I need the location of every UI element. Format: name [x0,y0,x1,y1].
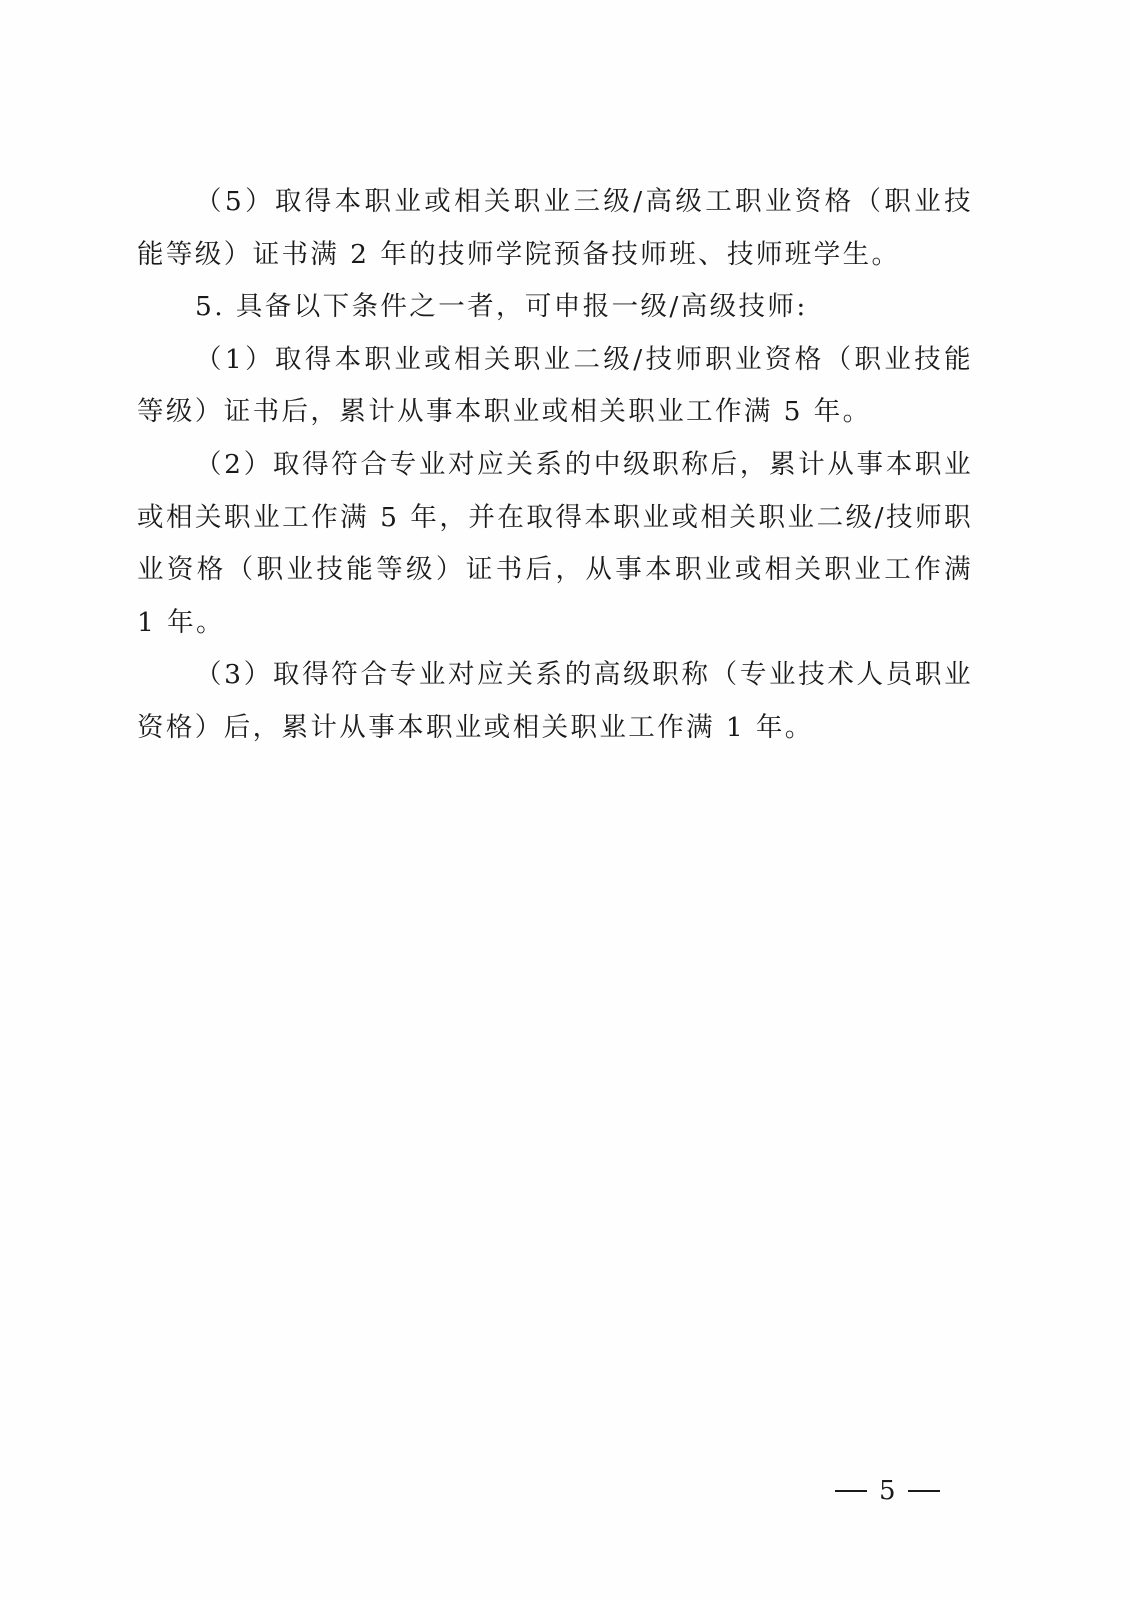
right-dash [908,1490,940,1492]
page-number: 5 [879,1476,896,1506]
left-dash [835,1490,867,1492]
paragraph-condition-2: （2）取得符合专业对应关系的中级职称后，累计从事本职业或相关职业工作满 5 年，并在取得本职业或相关职业二级/技师职业资格（职业技能等级）证书后，从事本职业或相关职业工作满 1 年。 [137,448,973,638]
paragraph-senior-technician-heading: 5. 具备以下条件之一者，可申报一级/高级技师: [195,291,808,323]
paragraph-condition-1: （1）取得本职业或相关职业二级/技师职业资格（职业技能等级）证书后，累计从事本职业或相关职业工作满 5 年。 [137,343,973,428]
page-footer [835,1476,940,1506]
document-body [137,176,973,755]
paragraph-condition-3: （3）取得符合专业对应关系的高级职称（专业技术人员职业资格）后，累计从事本职业或相关职业工作满 1 年。 [137,659,973,743]
paragraph-item-5-vocational-student: （5）取得本职业或相关职业三级/高级工职业资格（职业技能等级）证书满 2 年的技师学院预备技师班、技师班学生。 [137,186,973,270]
